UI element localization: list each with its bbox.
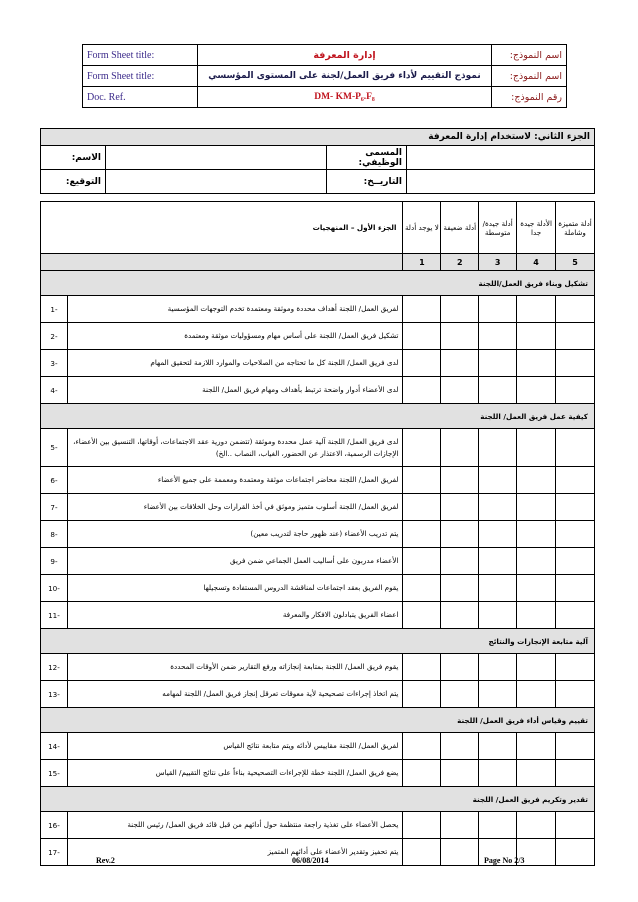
score-cell-4[interactable] <box>517 654 556 681</box>
score-cell-3[interactable] <box>479 429 517 467</box>
section-title: تشكيل وبناء فريق العمل/اللجنة <box>41 271 595 296</box>
criterion-text: لدى فريق العمل/ اللجنة آلية عمل محددة وموثقة (تتضمن دورية عقد الاجتماعات، أوقاتها، التنسيق بين الأعضاء، الإجازات الرسمية، الاعتذار عن الحضور، الغياب، النصاب ..الخ) <box>67 429 403 467</box>
score-cell-4[interactable] <box>517 575 556 602</box>
score-cell-3[interactable] <box>479 548 517 575</box>
score-cell-2[interactable] <box>441 602 479 629</box>
criterion-text: يتم تحفيز وتقدير الأعضاء على أدائهم المتميز <box>67 839 403 866</box>
criterion-text: لفريق العمل/ اللجنة أسلوب متميز وموثق في أخذ القرارات وحل الخلافات بين الأعضاء <box>67 494 403 521</box>
score-cell-5[interactable] <box>556 654 595 681</box>
score-header-1: لا يوجد أدلة <box>403 202 441 254</box>
section-row <box>41 271 595 296</box>
job-title-field[interactable] <box>407 146 595 170</box>
section-row <box>41 629 595 654</box>
part-two-table <box>40 128 595 194</box>
criterion-row <box>41 654 595 681</box>
form-sheet-title-value-2: نموذج التقييم لأداء فريق العمل/لجنة على المستوى المؤسسي <box>198 66 492 87</box>
score-cell-5[interactable] <box>556 548 595 575</box>
criterion-text: الأعضاء مدربون على أساليب العمل الجماعي ضمن فريق <box>67 548 403 575</box>
score-cell-3[interactable] <box>479 467 517 494</box>
score-cell-1[interactable] <box>403 350 441 377</box>
criterion-row <box>41 575 595 602</box>
criterion-row <box>41 602 595 629</box>
score-header-5: أدلة متميزة وشاملة <box>556 202 595 254</box>
form-sheet-title-label-ar-2: اسم النموذج: <box>492 66 567 87</box>
score-cell-4[interactable] <box>517 521 556 548</box>
score-cell-1[interactable] <box>403 521 441 548</box>
score-cell-4[interactable] <box>517 429 556 467</box>
evaluation-table <box>40 201 595 866</box>
score-cell-2[interactable] <box>441 760 479 787</box>
score-cell-3[interactable] <box>479 296 517 323</box>
form-header <box>82 44 567 108</box>
score-cell-2[interactable] <box>441 733 479 760</box>
criterion-text: يقوم فريق العمل/ اللجنة بمتابعة إنجازاته ورفع التقارير ضمن الأوقات المحددة <box>67 654 403 681</box>
score-cell-5[interactable] <box>556 377 595 404</box>
criterion-row <box>41 548 595 575</box>
score-cell-1[interactable] <box>403 760 441 787</box>
score-cell-3[interactable] <box>479 521 517 548</box>
score-cell-5[interactable] <box>556 575 595 602</box>
score-number-blank <box>41 254 403 271</box>
criterion-row <box>41 812 595 839</box>
criterion-number: -16 <box>41 812 68 839</box>
criterion-number: -17 <box>41 839 68 866</box>
score-cell-3[interactable] <box>479 602 517 629</box>
criterion-text: تشكيل فريق العمل/ اللجنة على أساس مهام ومسؤوليات موثقة ومعتمدة <box>67 323 403 350</box>
score-number-5: 5 <box>556 254 595 271</box>
job-title-label: المسمى الوظيفي: <box>327 146 407 170</box>
score-cell-2[interactable] <box>441 654 479 681</box>
criterion-number: -7 <box>41 494 68 521</box>
signature-label: التوقيع: <box>41 170 106 194</box>
form-sheet-title-label-en: Form Sheet title: <box>83 45 198 66</box>
criterion-number: -4 <box>41 377 68 404</box>
score-cell-4[interactable] <box>517 467 556 494</box>
score-number-1: 1 <box>403 254 441 271</box>
score-header-2: أدلة ضعيفة <box>441 202 479 254</box>
score-cell-3[interactable] <box>479 812 517 839</box>
score-cell-2[interactable] <box>441 377 479 404</box>
score-cell-4[interactable] <box>517 377 556 404</box>
criterion-text: لدى فريق العمل/ اللجنة كل ما تحتاجه من الصلاحيات والموارد اللازمة لتحقيق المهام <box>67 350 403 377</box>
score-cell-4[interactable] <box>517 760 556 787</box>
score-cell-2[interactable] <box>441 839 479 866</box>
criterion-number: -12 <box>41 654 68 681</box>
form-sheet-title-label-en-2: Form Sheet title: <box>83 66 198 87</box>
form-sheet-title-label-ar: اسم النموذج: <box>492 45 567 66</box>
doc-ref-label-ar: رقم النموذج: <box>492 87 567 108</box>
score-cell-1[interactable] <box>403 812 441 839</box>
criterion-number: -5 <box>41 429 68 467</box>
part-two-title: الجزء الثاني: لاستخدام إدارة المعرفة <box>41 129 595 146</box>
criterion-number: -11 <box>41 602 68 629</box>
criterion-number: -1 <box>41 296 68 323</box>
score-cell-5[interactable] <box>556 494 595 521</box>
score-number-4: 4 <box>517 254 556 271</box>
score-cell-2[interactable] <box>441 681 479 708</box>
score-cell-3[interactable] <box>479 733 517 760</box>
criterion-number: -15 <box>41 760 68 787</box>
section-title: تقييم وقياس أداء فريق العمل/ اللجنة <box>41 708 595 733</box>
score-cell-3[interactable] <box>479 681 517 708</box>
footer-date: 06/08/2014 <box>292 856 329 865</box>
criterion-number: -2 <box>41 323 68 350</box>
footer-page: Page No 2/3 <box>484 856 525 865</box>
score-header-row <box>41 202 595 254</box>
score-cell-1[interactable] <box>403 733 441 760</box>
criterion-number: -10 <box>41 575 68 602</box>
score-cell-2[interactable] <box>441 575 479 602</box>
score-cell-2[interactable] <box>441 429 479 467</box>
criterion-text: اعضاء الفريق يتبادلون الافكار والمعرفة <box>67 602 403 629</box>
score-cell-1[interactable] <box>403 839 441 866</box>
criterion-text: لفريق العمل/ اللجنة أهداف محددة وموثقة ومعتمدة تخدم التوجهات المؤسسية <box>67 296 403 323</box>
criterion-number: -3 <box>41 350 68 377</box>
signature-field[interactable] <box>106 170 327 194</box>
criterion-number: -6 <box>41 467 68 494</box>
score-cell-5[interactable] <box>556 602 595 629</box>
footer-revision: Rev.2 <box>96 856 115 865</box>
criterion-text: لفريق العمل/ اللجنة مقاييس لأدائه ويتم متابعة نتائج القياس <box>67 733 403 760</box>
score-cell-1[interactable] <box>403 323 441 350</box>
section-row <box>41 404 595 429</box>
score-cell-5[interactable] <box>556 760 595 787</box>
score-cell-2[interactable] <box>441 323 479 350</box>
score-cell-4[interactable] <box>517 602 556 629</box>
criterion-row <box>41 521 595 548</box>
score-cell-4[interactable] <box>517 681 556 708</box>
criterion-row <box>41 323 595 350</box>
score-cell-5[interactable] <box>556 429 595 467</box>
form-sheet-title-value: إدارة المعرفة <box>198 45 492 66</box>
score-cell-4[interactable] <box>517 494 556 521</box>
part-one-title: الجزء الأول – المنهجيات <box>41 202 403 254</box>
score-cell-2[interactable] <box>441 467 479 494</box>
criterion-text: يتم تدريب الأعضاء (عند ظهور حاجة لتدريب معين) <box>67 521 403 548</box>
score-cell-1[interactable] <box>403 467 441 494</box>
name-label: الاسم: <box>41 146 106 170</box>
score-cell-3[interactable] <box>479 323 517 350</box>
score-cell-4[interactable] <box>517 323 556 350</box>
score-header-4: الأدلة جيدة جدا <box>517 202 556 254</box>
score-cell-4[interactable] <box>517 296 556 323</box>
criterion-row <box>41 733 595 760</box>
criterion-text: لفريق العمل/ اللجنة محاضر اجتماعات موثقة ومعتمدة ومعممة على جميع الأعضاء <box>67 467 403 494</box>
score-cell-5[interactable] <box>556 296 595 323</box>
score-header-3: أدلة جيدة/ متوسطة <box>479 202 517 254</box>
section-title: كيفية عمل فريق العمل/ اللجنة <box>41 404 595 429</box>
date-field[interactable] <box>407 170 595 194</box>
score-cell-1[interactable] <box>403 377 441 404</box>
score-cell-1[interactable] <box>403 429 441 467</box>
date-label: التاريــخ: <box>327 170 407 194</box>
criterion-number: -9 <box>41 548 68 575</box>
criterion-text: لدى الأعضاء أدوار واضحة ترتبط بأهداف ومهام فريق العمل/ اللجنة <box>67 377 403 404</box>
criterion-number: -8 <box>41 521 68 548</box>
section-title: تقدير وتكريم فريق العمل/ اللجنة <box>41 787 595 812</box>
criterion-row <box>41 494 595 521</box>
score-cell-5[interactable] <box>556 323 595 350</box>
criterion-text: يقوم الفريق بعقد اجتماعات لمناقشة الدروس المستفادة وتسجيلها <box>67 575 403 602</box>
score-cell-3[interactable] <box>479 494 517 521</box>
criterion-row <box>41 296 595 323</box>
criterion-text: يتم اتخاذ إجراءات تصحيحية لأية معوقات تعرقل إنجاز فريق العمل/ اللجنة لمهامه <box>67 681 403 708</box>
score-cell-5[interactable] <box>556 812 595 839</box>
doc-ref-label: Doc. Ref. <box>83 87 198 108</box>
criterion-row <box>41 467 595 494</box>
score-cell-5[interactable] <box>556 467 595 494</box>
score-cell-3[interactable] <box>479 377 517 404</box>
score-cell-1[interactable] <box>403 548 441 575</box>
section-row <box>41 708 595 733</box>
score-number-2: 2 <box>441 254 479 271</box>
score-cell-3[interactable] <box>479 654 517 681</box>
score-cell-1[interactable] <box>403 296 441 323</box>
score-cell-5[interactable] <box>556 733 595 760</box>
score-cell-5[interactable] <box>556 350 595 377</box>
criterion-row <box>41 377 595 404</box>
criterion-row <box>41 760 595 787</box>
section-title: آلية متابعة الإنجازات والنتائج <box>41 629 595 654</box>
name-field[interactable] <box>106 146 327 170</box>
score-cell-4[interactable] <box>517 350 556 377</box>
score-cell-1[interactable] <box>403 654 441 681</box>
score-cell-5[interactable] <box>556 681 595 708</box>
criterion-text: يحصل الأعضاء على تغذية راجعة منتظمة حول أدائهم من قبل قائد فريق العمل/ رئيس اللجنة <box>67 812 403 839</box>
score-cell-4[interactable] <box>517 548 556 575</box>
score-cell-5[interactable] <box>556 839 595 866</box>
score-cell-3[interactable] <box>479 760 517 787</box>
score-cell-2[interactable] <box>441 296 479 323</box>
score-cell-5[interactable] <box>556 521 595 548</box>
score-cell-1[interactable] <box>403 681 441 708</box>
score-cell-2[interactable] <box>441 350 479 377</box>
criterion-number: -14 <box>41 733 68 760</box>
criterion-text: يضع فريق العمل/ اللجنة خطة للإجراءات التصحيحية بناءاً على نتائج التقييم/ القياس <box>67 760 403 787</box>
score-number-row <box>41 254 595 271</box>
score-cell-3[interactable] <box>479 575 517 602</box>
score-cell-2[interactable] <box>441 548 479 575</box>
score-cell-3[interactable] <box>479 350 517 377</box>
score-cell-4[interactable] <box>517 812 556 839</box>
score-cell-1[interactable] <box>403 602 441 629</box>
score-cell-2[interactable] <box>441 521 479 548</box>
score-cell-4[interactable] <box>517 733 556 760</box>
score-cell-1[interactable] <box>403 494 441 521</box>
score-cell-1[interactable] <box>403 575 441 602</box>
score-cell-2[interactable] <box>441 494 479 521</box>
doc-ref-value: DM- KM-P₆.F₈ <box>198 87 492 108</box>
criterion-row <box>41 350 595 377</box>
score-number-3: 3 <box>479 254 517 271</box>
criterion-row <box>41 429 595 467</box>
criterion-number: -13 <box>41 681 68 708</box>
section-row <box>41 787 595 812</box>
score-cell-2[interactable] <box>441 812 479 839</box>
criterion-row <box>41 681 595 708</box>
